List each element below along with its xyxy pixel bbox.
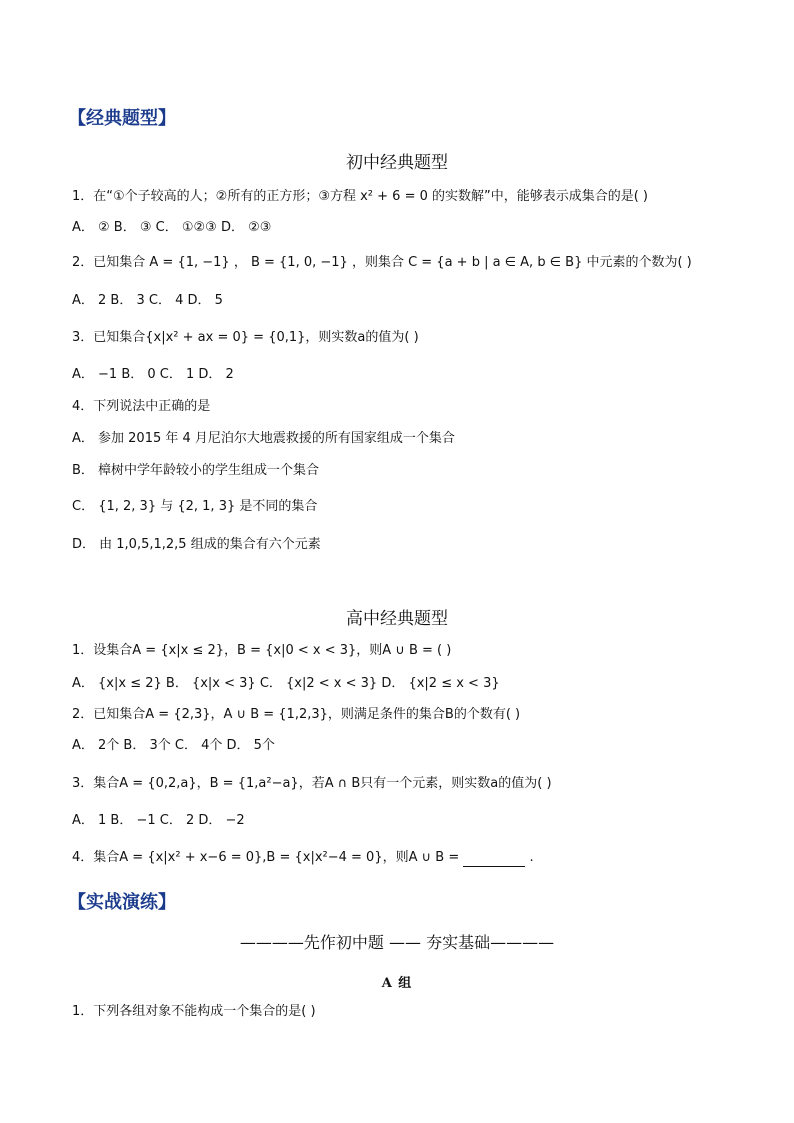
junior-section-title: 初中经典题型 bbox=[346, 153, 448, 173]
senior-question-4-end: . bbox=[529, 850, 534, 865]
senior-question-2-options: A． 2个 B． 3个 C． 4个 D． 5个 bbox=[72, 738, 275, 753]
junior-question-4-option-a: A． 参加 2015 年 4 月尼泊尔大地震救援的所有国家组成一个集合 bbox=[72, 431, 455, 446]
junior-question-4-option-b: B． 樟树中学年龄较小的学生组成一个集合 bbox=[72, 463, 320, 478]
group-a-title: A 组 bbox=[381, 976, 413, 991]
junior-question-1-options: A． ② B． ③ C． ①②③ D． ②③ bbox=[72, 220, 272, 235]
senior-question-3: 3．集合A = {0,2,a}，B = {1,a²−a}，若A ∩ B只有一个元素，则实数a的值为( ) bbox=[72, 776, 552, 791]
junior-question-3: 3．已知集合{x|x² + ax = 0} = {0,1}，则实数a的值为( ) bbox=[72, 330, 419, 345]
senior-question-4-text: 4．集合A = {x|x² + x−6 = 0},B = {x|x²−4 = 0}，则A ∪ B = bbox=[72, 850, 464, 865]
junior-question-2-options: A． 2 B． 3 C． 4 D． 5 bbox=[72, 293, 223, 308]
senior-question-1: 1．设集合A = {x|x ≤ 2}，B = {x|0 < x < 3}，则A ∪ B = ( ) bbox=[72, 643, 452, 658]
section-header-practice: 【实战演练】 bbox=[68, 892, 176, 913]
junior-question-4: 4．下列说法中正确的是 bbox=[72, 399, 211, 414]
answer-blank[interactable] bbox=[463, 853, 525, 867]
senior-question-4 bbox=[72, 849, 534, 867]
practice-question-1: 1．下列各组对象不能构成一个集合的是( ) bbox=[72, 1004, 316, 1019]
senior-question-2: 2．已知集合A = {2,3}，A ∪ B = {1,2,3}，则满足条件的集合B的个数有( ) bbox=[72, 707, 521, 722]
junior-question-4-option-d: D． 由 1,0,5,1,2,5 组成的集合有六个元素 bbox=[72, 537, 321, 552]
junior-question-4-option-c: C． {1, 2, 3} 与 {2, 1, 3} 是不同的集合 bbox=[72, 499, 318, 514]
practice-subtitle: ————先作初中题 —— 夯实基础———— bbox=[239, 933, 555, 952]
junior-question-3-options: A． −1 B． 0 C． 1 D． 2 bbox=[72, 367, 234, 382]
senior-question-3-options: A． 1 B． −1 C． 2 D． −2 bbox=[72, 813, 245, 828]
senior-section-title: 高中经典题型 bbox=[346, 609, 448, 629]
senior-question-1-options: A． {x|x ≤ 2} B． {x|x < 3} C． {x|2 < x < 3} D． {x|2 ≤ x < 3} bbox=[72, 676, 500, 691]
junior-question-2: 2．已知集合 A = {1, −1} ， B = {1, 0, −1} ，则集合 C = {a + b | a ∈ A, b ∈ B} 中元素的个数为( ) bbox=[72, 255, 692, 270]
junior-question-1: 1．在“①个子较高的人；②所有的正方形；③方程 x² + 6 = 0 的实数解”中，能够表示成集合的是( ) bbox=[72, 189, 649, 204]
section-header-classic: 【经典题型】 bbox=[68, 108, 176, 129]
